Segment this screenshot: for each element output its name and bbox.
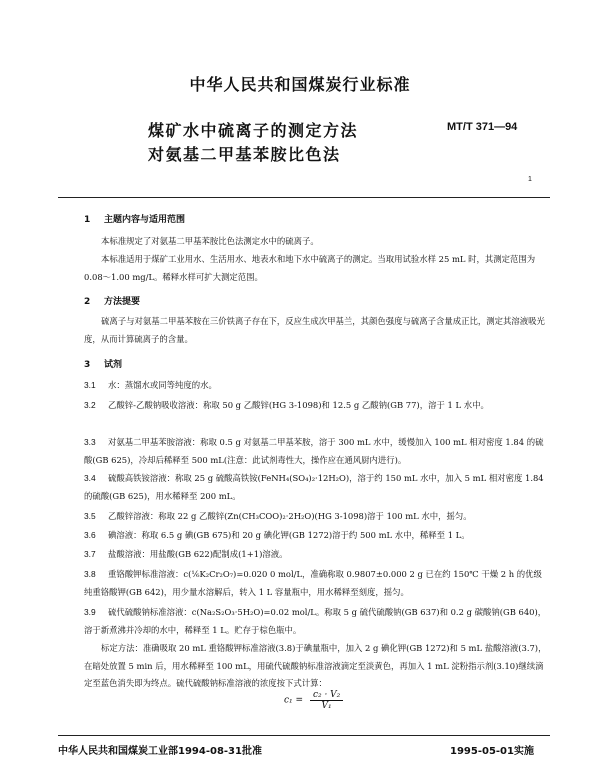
section-1-paragraph: 本标准适用于煤矿工业用水、生活用水、地表水和地下水中硫离子的测定。当取用试验水样 25 mL 时，其测定范围为 0.08～1.00 mg/L。稀释水样可扩大测定范围。 [84, 254, 536, 282]
item-text: 对氨基二甲基苯胺溶液：称取 0.5 g 对氨基二甲基苯胺，溶于 300 mL 水中，缓慢加入 100 mL 相对密度 1.84 的硫酸(GB 625)，冷却后稀释至 500 mL(注意：此试剂毒性大，操作应在通风厨内进行)。 [84, 437, 544, 465]
reagent-item [84, 397, 550, 415]
item-text: 重铬酸钾标准溶液：c(⅙K₂Cr₂O₇)=0.020 0 mol/L，准确称取 0.9807±0.000 2 g 已在约 150℃ 干燥 2 h 的优级纯重铬酸钾(GB 642)，用少量水溶解后，转入 1 L 容量瓶中，用水稀释至刻度，摇匀。 [84, 569, 542, 597]
item-text: 碘溶液：称取 6.5 g 碘(GB 675)和 20 g 碘化钾(GB 1272)溶于约 500 mL 水中，稀释至 1 L。 [108, 530, 470, 540]
standard-number: MT/T 371—94 [447, 121, 518, 133]
item-number: 3.4 [84, 473, 96, 483]
section-2-paragraph: 硫离子与对氨基二甲基苯胺在三价铁离子存在下，反应生成次甲基兰，其颜色强度与硫离子含量成正比，测定其溶液吸光度，从而计算硫离子的含量。 [84, 316, 545, 344]
section-3-heading [84, 357, 122, 370]
section-1-paragraph: 本标准规定了对氨基二甲基苯胺比色法测定水中的硫离子。 [101, 236, 319, 246]
reagent-item [84, 470, 550, 505]
item-text: 硫酸高铁铵溶液：称取 25 g 硫酸高铁铵(FeNH₄(SO₄)₂·12H₂O)，溶于约 150 mL 水中，加入 5 mL 相对密度 1.84 的硫酸(GB 625)，用水稀释至 200 mL。 [84, 473, 544, 501]
reagent-item [84, 508, 550, 526]
item-number: 3.3 [84, 437, 96, 447]
reagent-item [84, 566, 550, 601]
industry-standard-heading: 中华人民共和国煤炭行业标准 [189, 75, 411, 94]
standard-title-line-2: 对氨基二甲基苯胺比色法 [148, 145, 341, 164]
formula-lhs: c₁ = [284, 695, 304, 706]
reagent-item [84, 377, 550, 395]
reagent-item [84, 546, 550, 564]
item-number: 3.1 [84, 380, 96, 390]
section-title: 主题内容与适用范围 [104, 215, 186, 225]
item-number: 3.2 [84, 400, 96, 410]
item-text: 水：蒸馏水或同等纯度的水。 [108, 380, 217, 390]
section-title: 试剂 [104, 360, 123, 370]
section-title: 方法提要 [104, 297, 141, 307]
item-text: 乙酸锌-乙酸钠吸收溶液：称取 50 g 乙酸锌(HG 3-1098)和 12.5 g 乙酸钠(GB 77)，溶于 1 L 水中。 [108, 400, 489, 410]
reagent-item [84, 527, 550, 545]
section-number: 3 [84, 360, 91, 370]
item-number: 3.6 [84, 530, 96, 540]
calibration-paragraph: 标定方法：准确吸取 20 mL 重铬酸钾标准溶液(3.8)于碘量瓶中，加入 2 g 碘化钾(GB 1272)和 5 mL 盐酸溶液(3.7)，在暗处放置 5 min 后，用水稀释至 100 mL，用硫代硫酸钠标准溶液滴定至淡黄色，再加入 1 mL 淀粉指示剂(3.10)继续滴定至蓝色消失即为终点。硫代硫酸钠标准溶液的浓度按下式计算： [84, 643, 547, 688]
item-text: 盐酸溶液：用盐酸(GB 622)配制成(1+1)溶液。 [108, 549, 288, 559]
item-text: 硫代硫酸钠标准溶液：c(Na₂S₂O₃·5H₂O)=0.02 mol/L。称取 5 g 硫代硫酸钠(GB 637)和 0.2 g 碳酸钠(GB 640)，溶于新煮沸并冷却的水中，稀释至 1 L。贮存于棕色瓶中。 [84, 607, 547, 635]
standard-title-line-1: 煤矿水中硫离子的测定方法 [148, 121, 359, 140]
section-2-heading [84, 294, 140, 307]
section-number: 2 [84, 297, 91, 307]
footer-divider [58, 735, 550, 736]
reagent-item [84, 604, 550, 639]
approval-statement: 中华人民共和国煤炭工业部1994-08-31批准 [58, 746, 262, 757]
concentration-formula [284, 690, 343, 711]
item-number: 3.9 [84, 607, 96, 617]
section-number: 1 [84, 215, 91, 225]
item-text: 乙酸锌溶液：称取 22 g 乙酸锌(Zn(CH₃COO)₂·2H₂O)(HG 3-1098)溶于 100 mL 水中，摇匀。 [108, 511, 472, 521]
item-number: 3.5 [84, 511, 96, 521]
section-1-heading [84, 212, 185, 225]
formula-denominator: V₁ [321, 701, 332, 711]
formula-fraction [310, 690, 343, 711]
effective-date: 1995-05-01实施 [450, 746, 534, 757]
formula-numerator: c₂ · V₂ [310, 690, 343, 701]
page-mark: 1 [528, 176, 532, 183]
item-number: 3.8 [84, 569, 96, 579]
header-divider [58, 197, 550, 198]
reagent-item [84, 434, 550, 469]
item-number: 3.7 [84, 549, 96, 559]
